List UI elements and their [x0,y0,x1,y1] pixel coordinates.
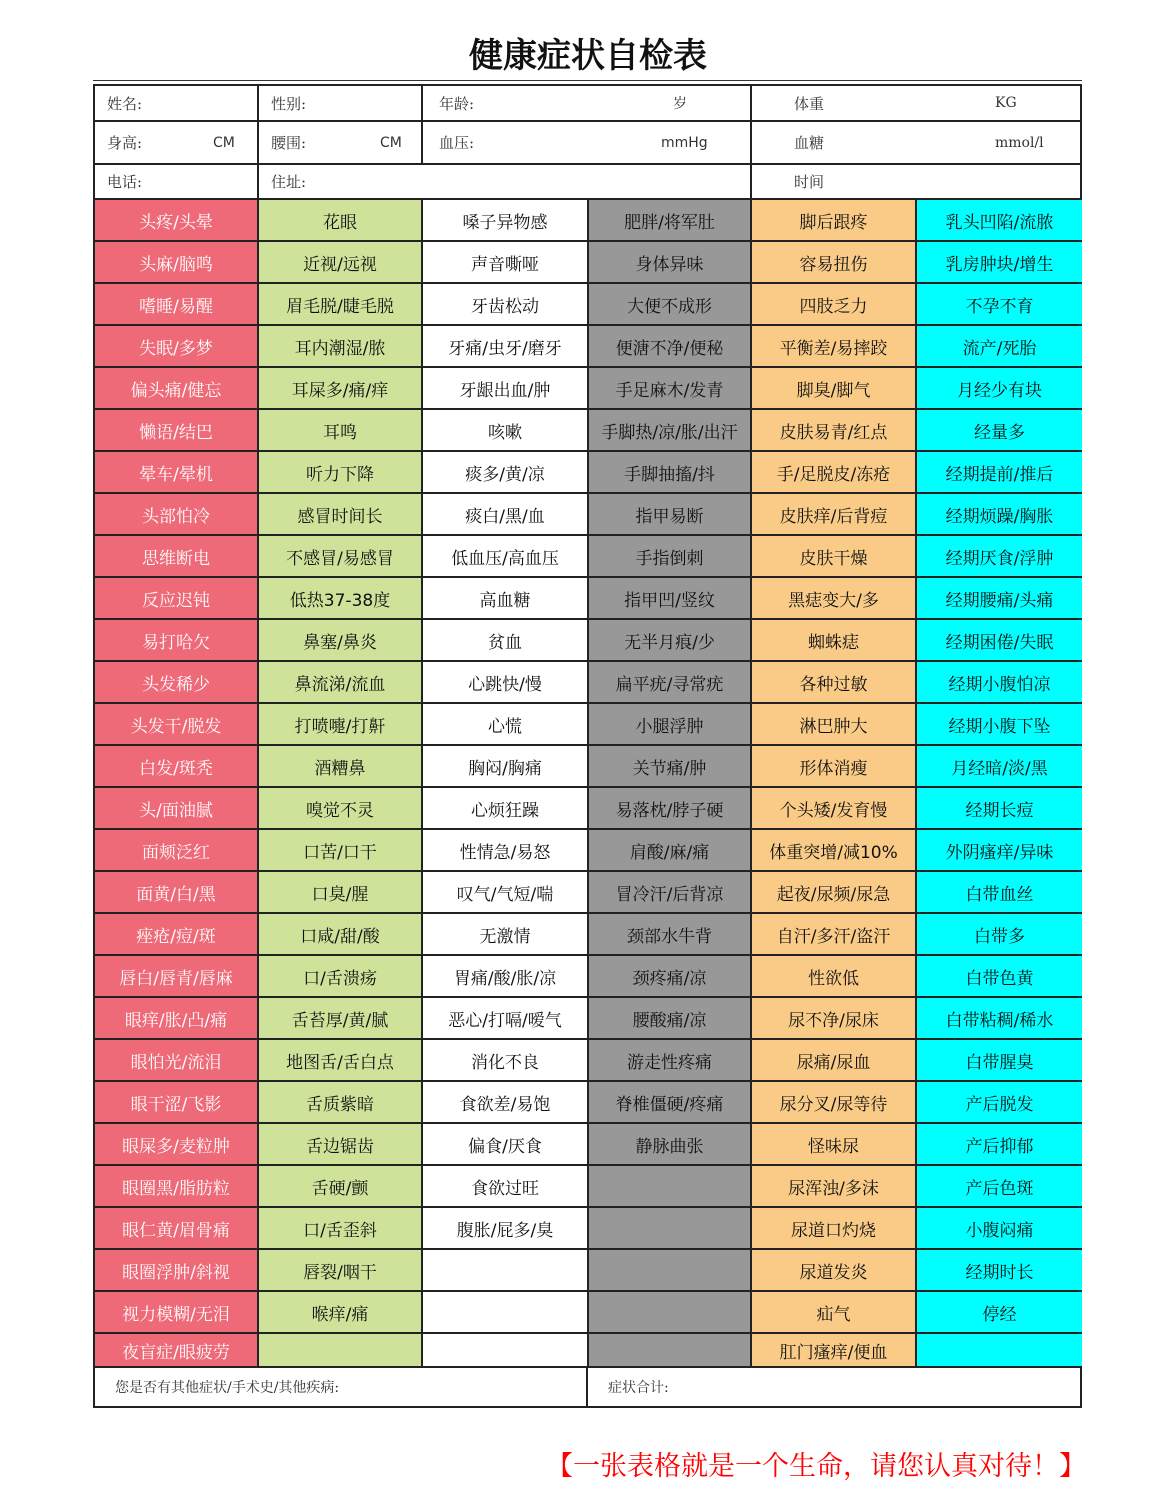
symptom-cell[interactable]: 肩酸/麻/痛 [589,830,752,872]
symptom-cell[interactable]: 经期困倦/失眠 [917,620,1082,662]
symptom-cell[interactable]: 经期长痘 [917,788,1082,830]
symptom-cell[interactable]: 乳头凹陷/流脓 [917,200,1082,242]
symptom-cell[interactable]: 喉痒/痛 [259,1292,423,1334]
symptom-cell[interactable]: 耳内潮湿/脓 [259,326,423,368]
symptom-cell[interactable]: 无半月痕/少 [589,620,752,662]
symptom-cell[interactable]: 嗓子异物感 [423,200,589,242]
symptom-cell[interactable]: 嗅觉不灵 [259,788,423,830]
name-field[interactable] [95,86,259,122]
symptom-cell[interactable]: 眼仁黄/眉骨痛 [95,1208,259,1250]
symptom-cell[interactable]: 尿道口灼烧 [752,1208,917,1250]
symptom-cell[interactable]: 游走性疼痛 [589,1040,752,1082]
symptom-cell[interactable]: 指甲凹/竖纹 [589,578,752,620]
symptom-cell[interactable]: 产后抑郁 [917,1124,1082,1166]
symptom-cell[interactable]: 白带粘稠/稀水 [917,998,1082,1040]
symptom-cell[interactable]: 白带血丝 [917,872,1082,914]
symptom-cell[interactable]: 经期腰痛/头痛 [917,578,1082,620]
symptom-cell[interactable]: 肛门瘙痒/便血 [752,1334,917,1368]
age-field[interactable] [423,86,752,122]
blood-pressure-unit: mmHg [661,134,708,151]
phone-field[interactable] [95,165,259,200]
symptom-table [93,84,1082,1408]
symptom-cell[interactable]: 牙龈出血/肿 [423,368,589,410]
symptom-cell[interactable]: 痰多/黄/凉 [423,452,589,494]
symptom-cell[interactable]: 花眼 [259,200,423,242]
symptom-cell[interactable]: 颈部水牛背 [589,914,752,956]
symptom-cell[interactable]: 低热37-38度 [259,578,423,620]
symptom-cell[interactable]: 低血压/高血压 [423,536,589,578]
phone-label: 电话: [107,173,143,191]
symptom-cell[interactable]: 偏头痛/健忘 [95,368,259,410]
symptom-cell[interactable]: 牙齿松动 [423,284,589,326]
symptom-cell[interactable]: 手脚热/凉/胀/出汗 [589,410,752,452]
symptom-cell[interactable]: 四肢乏力 [752,284,917,326]
symptom-cell[interactable]: 口苦/口干 [259,830,423,872]
empty-cell [917,1334,1082,1368]
name-label: 姓名: [107,94,143,113]
symptom-cell[interactable]: 容易扭伤 [752,242,917,284]
symptom-cell[interactable]: 失眠/多梦 [95,326,259,368]
symptom-cell[interactable]: 脚臭/脚气 [752,368,917,410]
waist-label: 腰围: [271,134,307,152]
symptom-cell[interactable]: 面颊泛红 [95,830,259,872]
symptom-cell[interactable]: 高血糖 [423,578,589,620]
address-label: 住址: [271,173,307,191]
waist-unit: CM [380,134,402,151]
symptom-cell[interactable]: 身体异味 [589,242,752,284]
symptom-cell[interactable]: 个头矮/发育慢 [752,788,917,830]
symptom-cell[interactable]: 外阴瘙痒/异味 [917,830,1082,872]
symptom-cell[interactable]: 懒语/结巴 [95,410,259,452]
symptom-cell[interactable]: 经期小腹下坠 [917,704,1082,746]
symptom-cell[interactable]: 耳鸣 [259,410,423,452]
blood-sugar-label: 血糖 [794,134,825,152]
symptom-cell[interactable]: 面黄/白/黑 [95,872,259,914]
symptom-cell[interactable]: 近视/远视 [259,242,423,284]
address-field[interactable] [259,165,752,200]
symptom-cell[interactable]: 腹胀/屁多/臭 [423,1208,589,1250]
symptom-cell[interactable]: 怪味尿 [752,1124,917,1166]
symptom-cell[interactable]: 经期厌食/浮肿 [917,536,1082,578]
symptom-cell[interactable]: 形体消瘦 [752,746,917,788]
symptom-cell[interactable]: 性情急/易怒 [423,830,589,872]
symptom-cell[interactable]: 白带腥臭 [917,1040,1082,1082]
symptom-cell[interactable]: 白带多 [917,914,1082,956]
symptom-cell[interactable]: 脊椎僵硬/疼痛 [589,1082,752,1124]
symptom-cell[interactable]: 鼻流涕/流血 [259,662,423,704]
blood-pressure-label: 血压: [439,134,475,152]
symptom-cell[interactable]: 眼痒/胀/凸/痛 [95,998,259,1040]
symptom-cell[interactable]: 头麻/脑鸣 [95,242,259,284]
age-label: 年龄: [439,94,475,113]
symptom-cell[interactable]: 唇裂/咽干 [259,1250,423,1292]
symptom-cell[interactable]: 头发干/脱发 [95,704,259,746]
weight-label: 体重 [794,94,825,113]
empty-cell [589,1334,752,1368]
time-label: 时间 [794,173,825,191]
symptom-cell[interactable]: 消化不良 [423,1040,589,1082]
symptom-cell[interactable]: 手脚抽搐/抖 [589,452,752,494]
symptom-cell[interactable]: 舌边锯齿 [259,1124,423,1166]
symptom-cell[interactable]: 恶心/打嗝/嗳气 [423,998,589,1040]
empty-cell [259,1334,423,1368]
symptom-cell[interactable]: 白带色黄 [917,956,1082,998]
symptom-cell[interactable]: 体重突增/减10% [752,830,917,872]
symptom-cell[interactable]: 舌苔厚/黄/腻 [259,998,423,1040]
weight-field[interactable] [752,86,1082,122]
symptom-cell[interactable]: 自汗/多汗/盗汗 [752,914,917,956]
other-history-field[interactable] [95,1368,588,1406]
symptom-cell[interactable]: 蜘蛛痣 [752,620,917,662]
symptom-cell[interactable]: 视力模糊/无泪 [95,1292,259,1334]
symptom-cell[interactable]: 晕车/晕机 [95,452,259,494]
height-field[interactable] [95,122,259,165]
title-divider [93,80,1082,81]
symptom-cell[interactable]: 反应迟钝 [95,578,259,620]
symptom-cell[interactable]: 食欲过旺 [423,1166,589,1208]
symptom-cell[interactable]: 牙痛/虫牙/磨牙 [423,326,589,368]
symptom-cell[interactable]: 产后脱发 [917,1082,1082,1124]
empty-cell [423,1250,589,1292]
symptom-cell[interactable]: 地图舌/舌白点 [259,1040,423,1082]
symptom-cell[interactable]: 胸闷/胸痛 [423,746,589,788]
symptom-cell[interactable]: 经期提前/推后 [917,452,1082,494]
symptom-cell[interactable]: 手足麻木/发青 [589,368,752,410]
symptom-cell[interactable]: 颈疼痛/凉 [589,956,752,998]
height-label: 身高: [107,134,143,152]
symptom-cell[interactable]: 尿道发炎 [752,1250,917,1292]
symptom-cell[interactable]: 心烦狂躁 [423,788,589,830]
symptom-cell[interactable]: 淋巴肿大 [752,704,917,746]
weight-unit: KG [995,95,1017,111]
symptom-cell[interactable]: 眼怕光/流泪 [95,1040,259,1082]
symptom-cell[interactable]: 头部怕冷 [95,494,259,536]
empty-cell [589,1292,752,1334]
symptom-cell[interactable]: 口咸/甜/酸 [259,914,423,956]
symptom-cell[interactable]: 耳屎多/痛/痒 [259,368,423,410]
symptom-cell[interactable]: 小腹闷痛 [917,1208,1082,1250]
symptom-cell[interactable]: 经期小腹怕凉 [917,662,1082,704]
symptom-cell[interactable]: 听力下降 [259,452,423,494]
symptom-cell[interactable]: 唇白/唇青/唇麻 [95,956,259,998]
symptom-cell[interactable]: 经期烦躁/胸胀 [917,494,1082,536]
symptom-cell[interactable]: 脚后跟疼 [752,200,917,242]
gender-field[interactable] [259,86,423,122]
symptom-cell[interactable]: 肥胖/将军肚 [589,200,752,242]
symptom-cell[interactable]: 皮肤易青/红点 [752,410,917,452]
symptom-cell[interactable]: 皮肤痒/后背痘 [752,494,917,536]
symptom-cell[interactable]: 产后色斑 [917,1166,1082,1208]
symptom-cell[interactable]: 贫血 [423,620,589,662]
symptom-cell[interactable]: 尿痛/尿血 [752,1040,917,1082]
symptom-cell[interactable]: 无激情 [423,914,589,956]
symptom-cell[interactable]: 尿分叉/尿等待 [752,1082,917,1124]
symptom-cell[interactable]: 口臭/腥 [259,872,423,914]
symptom-cell[interactable]: 眼圈黑/脂肪粒 [95,1166,259,1208]
symptom-cell[interactable]: 起夜/尿频/尿急 [752,872,917,914]
symptom-cell[interactable]: 嗜睡/易醒 [95,284,259,326]
symptom-cell[interactable]: 冒冷汗/后背凉 [589,872,752,914]
symptom-cell[interactable]: 尿不净/尿床 [752,998,917,1040]
symptom-cell[interactable]: 眼干涩/飞影 [95,1082,259,1124]
symptom-cell[interactable]: 大便不成形 [589,284,752,326]
gender-label: 性别: [271,94,307,113]
symptom-cell[interactable]: 性欲低 [752,956,917,998]
symptom-cell[interactable]: 不孕不育 [917,284,1082,326]
symptom-cell[interactable]: 白发/斑秃 [95,746,259,788]
symptom-cell[interactable]: 静脉曲张 [589,1124,752,1166]
symptom-cell[interactable]: 月经少有块 [917,368,1082,410]
symptom-cell[interactable]: 易落枕/脖子硬 [589,788,752,830]
symptom-cell[interactable]: 易打哈欠 [95,620,259,662]
empty-cell [423,1292,589,1334]
symptom-cell[interactable]: 经量多 [917,410,1082,452]
symptom-cell[interactable]: 眼屎多/麦粒肿 [95,1124,259,1166]
symptom-cell[interactable]: 胃痛/酸/胀/凉 [423,956,589,998]
blood-pressure-field[interactable] [423,122,752,165]
symptom-cell[interactable]: 叹气/气短/喘 [423,872,589,914]
symptom-cell[interactable]: 舌质紫暗 [259,1082,423,1124]
symptom-cell[interactable]: 皮肤干燥 [752,536,917,578]
age-unit: 岁 [673,96,687,112]
symptom-cell[interactable]: 平衡差/易摔跤 [752,326,917,368]
symptom-cell[interactable]: 指甲易断 [589,494,752,536]
empty-cell [589,1166,752,1208]
symptom-cell[interactable]: 咳嗽 [423,410,589,452]
symptom-cell[interactable]: 便溏不净/便秘 [589,326,752,368]
symptom-cell[interactable]: 鼻塞/鼻炎 [259,620,423,662]
symptom-cell[interactable]: 头/面油腻 [95,788,259,830]
symptom-cell[interactable]: 尿浑浊/多沫 [752,1166,917,1208]
symptom-total-label: 症状合计: [608,1380,669,1396]
symptom-cell[interactable]: 眼圈浮肿/斜视 [95,1250,259,1292]
symptom-cell[interactable]: 感冒时间长 [259,494,423,536]
symptom-cell[interactable]: 流产/死胎 [917,326,1082,368]
symptom-cell[interactable]: 手指倒刺 [589,536,752,578]
blood-sugar-field[interactable] [752,122,1082,165]
symptom-cell[interactable]: 口/舌歪斜 [259,1208,423,1250]
symptom-cell[interactable]: 偏食/厌食 [423,1124,589,1166]
other-history-label: 您是否有其他症状/手术史/其他疾病: [115,1380,340,1396]
blood-sugar-unit: mmol/l [995,134,1044,151]
symptom-cell[interactable]: 头发稀少 [95,662,259,704]
time-field[interactable] [752,165,1082,200]
symptom-cell[interactable]: 心慌 [423,704,589,746]
symptom-cell[interactable]: 各种过敏 [752,662,917,704]
symptom-cell[interactable]: 关节痛/肿 [589,746,752,788]
symptom-cell[interactable]: 食欲差/易饱 [423,1082,589,1124]
empty-cell [423,1334,589,1368]
symptom-cell[interactable]: 腰酸痛/凉 [589,998,752,1040]
symptom-cell[interactable]: 夜盲症/眼疲劳 [95,1334,259,1368]
symptom-cell[interactable]: 扁平疣/寻常疣 [589,662,752,704]
symptom-cell[interactable]: 痰白/黑/血 [423,494,589,536]
symptom-cell[interactable]: 声音嘶哑 [423,242,589,284]
symptom-cell[interactable]: 眉毛脱/睫毛脱 [259,284,423,326]
symptom-cell[interactable]: 思维断电 [95,536,259,578]
symptom-cell[interactable]: 乳房肿块/增生 [917,242,1082,284]
symptom-cell[interactable]: 舌硬/颤 [259,1166,423,1208]
reminder-note: 【一张表格就是一个生命，请您认真对待！】 [546,1451,1086,1482]
symptom-cell[interactable]: 心跳快/慢 [423,662,589,704]
symptom-cell[interactable]: 停经 [917,1292,1082,1334]
waist-field[interactable] [259,122,423,165]
height-unit: CM [213,134,235,151]
symptom-cell[interactable]: 口/舌溃疡 [259,956,423,998]
empty-cell [589,1208,752,1250]
symptom-total-field[interactable] [588,1368,1082,1406]
symptom-cell[interactable]: 不感冒/易感冒 [259,536,423,578]
symptom-cell[interactable]: 打喷嚏/打鼾 [259,704,423,746]
symptom-cell[interactable]: 酒糟鼻 [259,746,423,788]
symptom-cell[interactable]: 小腿浮肿 [589,704,752,746]
symptom-cell[interactable]: 手/足脱皮/冻疮 [752,452,917,494]
symptom-cell[interactable]: 经期时长 [917,1250,1082,1292]
symptom-cell[interactable]: 黑痣变大/多 [752,578,917,620]
symptom-cell[interactable]: 痤疮/痘/斑 [95,914,259,956]
empty-cell [589,1250,752,1292]
symptom-cell[interactable]: 疝气 [752,1292,917,1334]
symptom-cell[interactable]: 头疼/头晕 [95,200,259,242]
symptom-cell[interactable]: 月经暗/淡/黑 [917,746,1082,788]
page-title: 健康症状自检表 [469,36,707,76]
